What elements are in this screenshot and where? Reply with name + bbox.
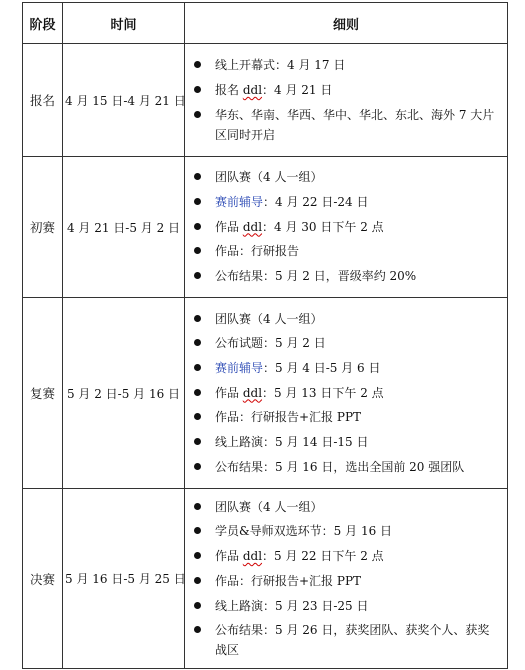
details-cell	[185, 157, 508, 298]
item-text: 作品	[215, 549, 243, 564]
item-text: 线上开幕式：4 月 17 日	[215, 58, 346, 73]
list-item	[193, 544, 501, 569]
item-text: 作品	[215, 219, 243, 234]
list-item	[193, 519, 501, 544]
item-text: ：4 月 30 日下午 2 点	[262, 219, 384, 234]
item-text: 团队赛（4 人一组）	[215, 499, 323, 514]
header-details: 细则	[185, 3, 508, 44]
list-item	[193, 356, 501, 381]
highlight-text: 赛前辅导	[215, 194, 264, 209]
item-text: 公布试题：5 月 2 日	[215, 336, 326, 351]
stage-cell: 决赛	[23, 489, 63, 669]
period-cell: 4 月 15 日-4 月 21 日	[63, 44, 185, 157]
header-time: 时间	[63, 3, 185, 44]
list-item	[193, 103, 501, 147]
schedule-table	[22, 2, 508, 669]
table-row	[23, 298, 508, 489]
list-item	[193, 381, 501, 406]
item-text: 学员&导师双选环节：5 月 16 日	[215, 524, 393, 539]
item-text: 作品：行研报告+汇报 PPT	[215, 573, 362, 588]
details-cell	[185, 44, 508, 157]
list-item	[193, 165, 501, 190]
details-cell	[185, 489, 508, 669]
item-text: 华东、华南、华西、华中、华北、东北、海外 7 大片区同时开启	[215, 107, 495, 142]
bullet-icon	[194, 602, 201, 609]
spellcheck-text: ddl	[242, 83, 263, 97]
list-item	[193, 495, 501, 520]
bullet-icon	[194, 463, 201, 470]
item-text: 公布结果：5 月 16 日，选出全国前 20 强团队	[215, 459, 465, 474]
bullet-icon	[194, 438, 201, 445]
bullet-icon	[194, 527, 201, 534]
item-text: 团队赛（4 人一组）	[215, 311, 323, 326]
period-cell: 5 月 16 日-5 月 25 日	[63, 489, 185, 669]
list-item	[193, 53, 501, 78]
bullet-icon	[194, 389, 201, 396]
detail-list	[193, 307, 501, 480]
bullet-icon	[194, 626, 201, 633]
item-text: 公布结果：5 月 26 日，获奖团队、获奖个人、获奖战区	[215, 623, 490, 658]
bullet-icon	[194, 364, 201, 371]
bullet-icon	[194, 86, 201, 93]
bullet-icon	[194, 577, 201, 584]
detail-list	[193, 495, 501, 663]
list-item	[193, 307, 501, 332]
bullet-icon	[194, 61, 201, 68]
bullet-icon	[194, 315, 201, 322]
list-item	[193, 455, 501, 480]
item-text: ：5 月 22 日下午 2 点	[262, 549, 384, 564]
list-item	[193, 239, 501, 264]
header-row	[23, 3, 508, 44]
item-text: ：5 月 13 日下午 2 点	[262, 385, 384, 400]
spellcheck-text: ddl	[242, 219, 263, 234]
spellcheck-text: ddl	[242, 385, 263, 400]
bullet-icon	[194, 173, 201, 180]
spellcheck-text: ddl	[242, 549, 263, 564]
item-text: 作品：行研报告+汇报 PPT	[215, 410, 362, 425]
item-text: 线上路演：5 月 14 日-15 日	[215, 435, 369, 450]
table-row	[23, 157, 508, 298]
detail-list	[193, 53, 501, 146]
list-item	[193, 405, 501, 430]
details-cell	[185, 298, 508, 489]
item-text: ：4 月 22 日-24 日	[263, 194, 369, 209]
item-text: ：4 月 21 日	[262, 83, 333, 97]
period-cell: 5 月 2 日-5 月 16 日	[63, 298, 185, 489]
table-row	[23, 489, 508, 669]
bullet-icon	[194, 198, 201, 205]
list-item	[193, 78, 501, 103]
bullet-icon	[194, 552, 201, 559]
list-item	[193, 618, 501, 662]
bullet-icon	[194, 503, 201, 510]
bullet-icon	[194, 223, 201, 230]
stage-cell: 报名	[23, 44, 63, 157]
stage-cell: 初赛	[23, 157, 63, 298]
item-text: 报名	[215, 83, 243, 97]
left-margin	[0, 0, 22, 670]
highlight-text: 赛前辅导	[215, 360, 264, 375]
item-text: ：5 月 4 日-5 月 6 日	[263, 360, 381, 375]
list-item	[193, 264, 501, 289]
item-text: 公布结果：5 月 2 日，晋级率约 20%	[215, 269, 417, 284]
bullet-icon	[194, 272, 201, 279]
table-row	[23, 44, 508, 157]
list-item	[193, 594, 501, 619]
item-text: 团队赛（4 人一组）	[215, 170, 323, 185]
list-item	[193, 331, 501, 356]
item-text: 作品：行研报告	[215, 244, 300, 259]
item-text: 作品	[215, 385, 243, 400]
item-text: 线上路演：5 月 23 日-25 日	[215, 598, 369, 613]
bullet-icon	[194, 111, 201, 118]
list-item	[193, 430, 501, 455]
list-item	[193, 569, 501, 594]
detail-list	[193, 165, 501, 289]
list-item	[193, 215, 501, 240]
bullet-icon	[194, 247, 201, 254]
stage-cell: 复赛	[23, 298, 63, 489]
period-cell: 4 月 21 日-5 月 2 日	[63, 157, 185, 298]
bullet-icon	[194, 413, 201, 420]
header-stage: 阶段	[23, 3, 63, 44]
bullet-icon	[194, 339, 201, 346]
list-item	[193, 190, 501, 215]
